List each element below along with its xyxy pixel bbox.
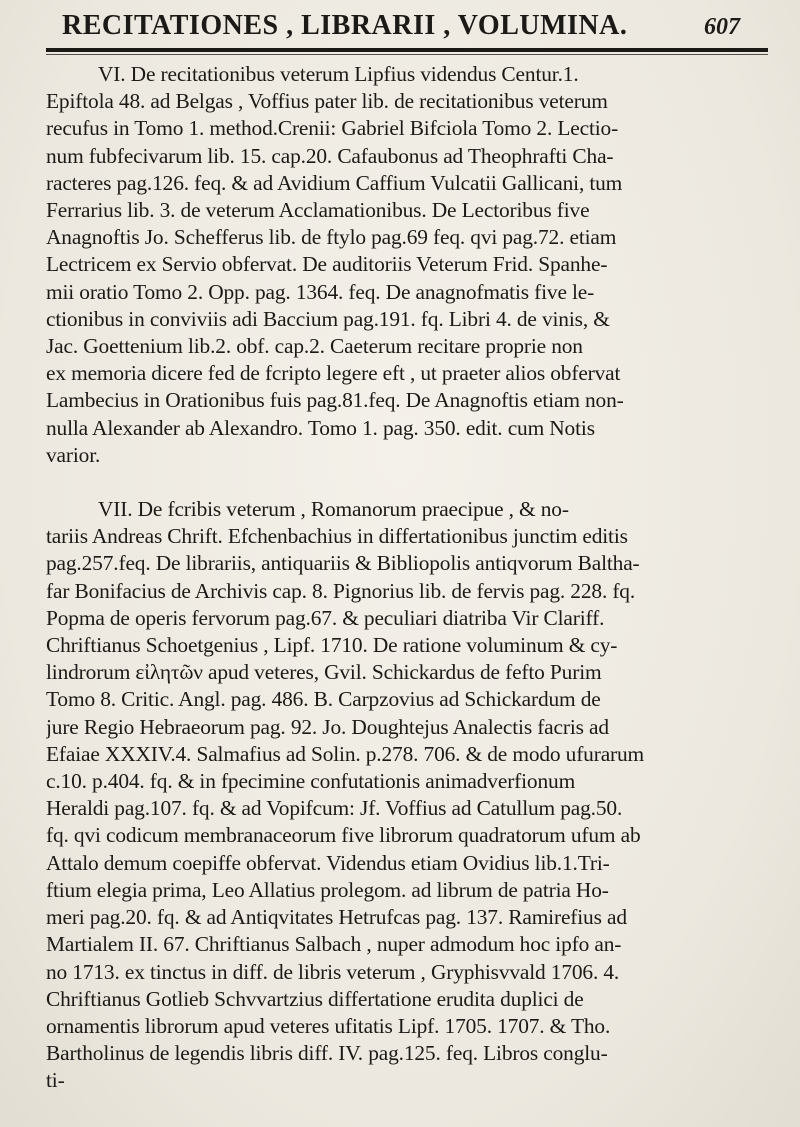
text-line: Lectricem ex Servio obfervat. De auditoriis Veterum Frid. Spanhe-: [46, 252, 608, 277]
text-line: racteres pag.126. feq. & ad Avidium Caffium Vulcatii Gallicani, tum: [46, 170, 623, 195]
section-vii: [46, 496, 768, 1094]
page-header: [46, 0, 768, 52]
section-vi: [46, 61, 768, 469]
text-line: lindrorum εἰλητῶν apud veteres, Gvil. Schickardus de fefto Purim: [46, 660, 602, 685]
header-rule: [46, 54, 768, 55]
text-line: num fubfecivarum lib. 15. cap.20. Cafaubonus ad Theophrafti Cha-: [46, 143, 614, 168]
text-line: ftium elegia prima, Leo Allatius prolegom. ad librum de patria Ho-: [46, 877, 609, 902]
text-line: varior.: [46, 442, 101, 467]
text-line: meri pag.20. fq. & ad Antiqvitates Hetrufcas pag. 137. Ramirefius ad: [46, 905, 627, 930]
text-line: no 1713. ex tinctus in diff. de libris veterum , Gryphisvvald 1706. 4.: [46, 959, 620, 984]
text-line: VI. De recitationibus veterum Lipfius videndus Centur.1.: [98, 62, 579, 86]
text-line: mii oratio Tomo 2. Opp. pag. 1364. feq. De anagnofmatis five le-: [46, 279, 595, 304]
text-line: VII. De fcribis veterum , Romanorum praecipue , & no-: [98, 497, 569, 522]
text-line: Chriftianus Schoetgenius , Lipf. 1710. De ratione voluminum & cy-: [46, 633, 618, 658]
text-line: jure Regio Hebraeorum pag. 92. Jo. Doughtejus Analectis facris ad: [46, 714, 609, 739]
text-line: tariis Andreas Chrift. Efchenbachius in differtationibus junctim editis: [46, 524, 628, 549]
text-line: nulla Alexander ab Alexandro. Tomo 1. pag. 350. edit. cum Notis: [46, 415, 595, 440]
running-head: RECITATIONES , LIBRARII , VOLUMINA.: [62, 10, 628, 41]
page-number: 607: [704, 14, 740, 40]
text-line: fq. qvi codicum membranaceorum five librorum quadratorum ufum ab: [46, 823, 641, 848]
text-line: Lambecius in Orationibus fuis pag.81.feq. De Anagnoftis etiam non-: [46, 388, 624, 413]
text-line: Chriftianus Gotlieb Schvvartzius differtatione erudita duplici de: [46, 986, 584, 1011]
text-line: c.10. p.404. fq. & in fpecimine confutationis animadverfionum: [46, 769, 576, 794]
text-line: ctionibus in conviviis adi Baccium pag.191. fq. Libri 4. de vinis, &: [46, 306, 610, 331]
body-text: [46, 61, 768, 1095]
text-line: Efaiae XXXIV.4. Salmafius ad Solin. p.278. 706. & de modo ufurarum: [46, 741, 645, 766]
text-line: Martialem II. 67. Chriftianus Salbach , nuper admodum hoc ipfo an-: [46, 932, 622, 957]
text-line: pag.257.feq. De librariis, antiquariis & Bibliopolis antiqvorum Baltha-: [46, 551, 640, 576]
text-line: ti-: [46, 1068, 65, 1093]
text-line: Jac. Goettenium lib.2. obf. cap.2. Caeterum recitare proprie non: [46, 334, 583, 359]
text-line: far Bonifacius de Archivis cap. 8. Pignorius lib. de fervis pag. 228. fq.: [46, 578, 636, 603]
text-line: Tomo 8. Critic. Angl. pag. 486. B. Carpzovius ad Schickardum de: [46, 687, 601, 712]
text-line: ornamentis librorum apud veteres ufitatis Lipf. 1705. 1707. & Tho.: [46, 1013, 611, 1038]
text-line: Ferrarius lib. 3. de veterum Acclamationibus. De Lectoribus five: [46, 198, 590, 223]
text-line: Heraldi pag.107. fq. & ad Vopifcum: Jf. Voffius ad Catullum pag.50.: [46, 796, 623, 821]
text-line: Epiftola 48. ad Belgas , Voffius pater lib. de recitationibus veterum: [46, 89, 608, 114]
text-line: Popma de operis fervorum pag.67. & peculiari diatriba Vir Clariff.: [46, 605, 605, 630]
text-line: Bartholinus de legendis libris diff. IV. pag.125. feq. Libros conglu-: [46, 1041, 608, 1066]
text-line: Anagnoftis Jo. Schefferus lib. de ftylo pag.69 feq. qvi pag.72. etiam: [46, 225, 617, 250]
text-line: recufus in Tomo 1. method.Crenii: Gabriel Bifciola Tomo 2. Lectio-: [46, 116, 619, 141]
text-line: ex memoria dicere fed de fcripto legere eft , ut praeter alios obfervat: [46, 361, 621, 386]
text-line: Attalo demum coepiffe obfervat. Videndus etiam Ovidius lib.1.Tri-: [46, 850, 610, 875]
